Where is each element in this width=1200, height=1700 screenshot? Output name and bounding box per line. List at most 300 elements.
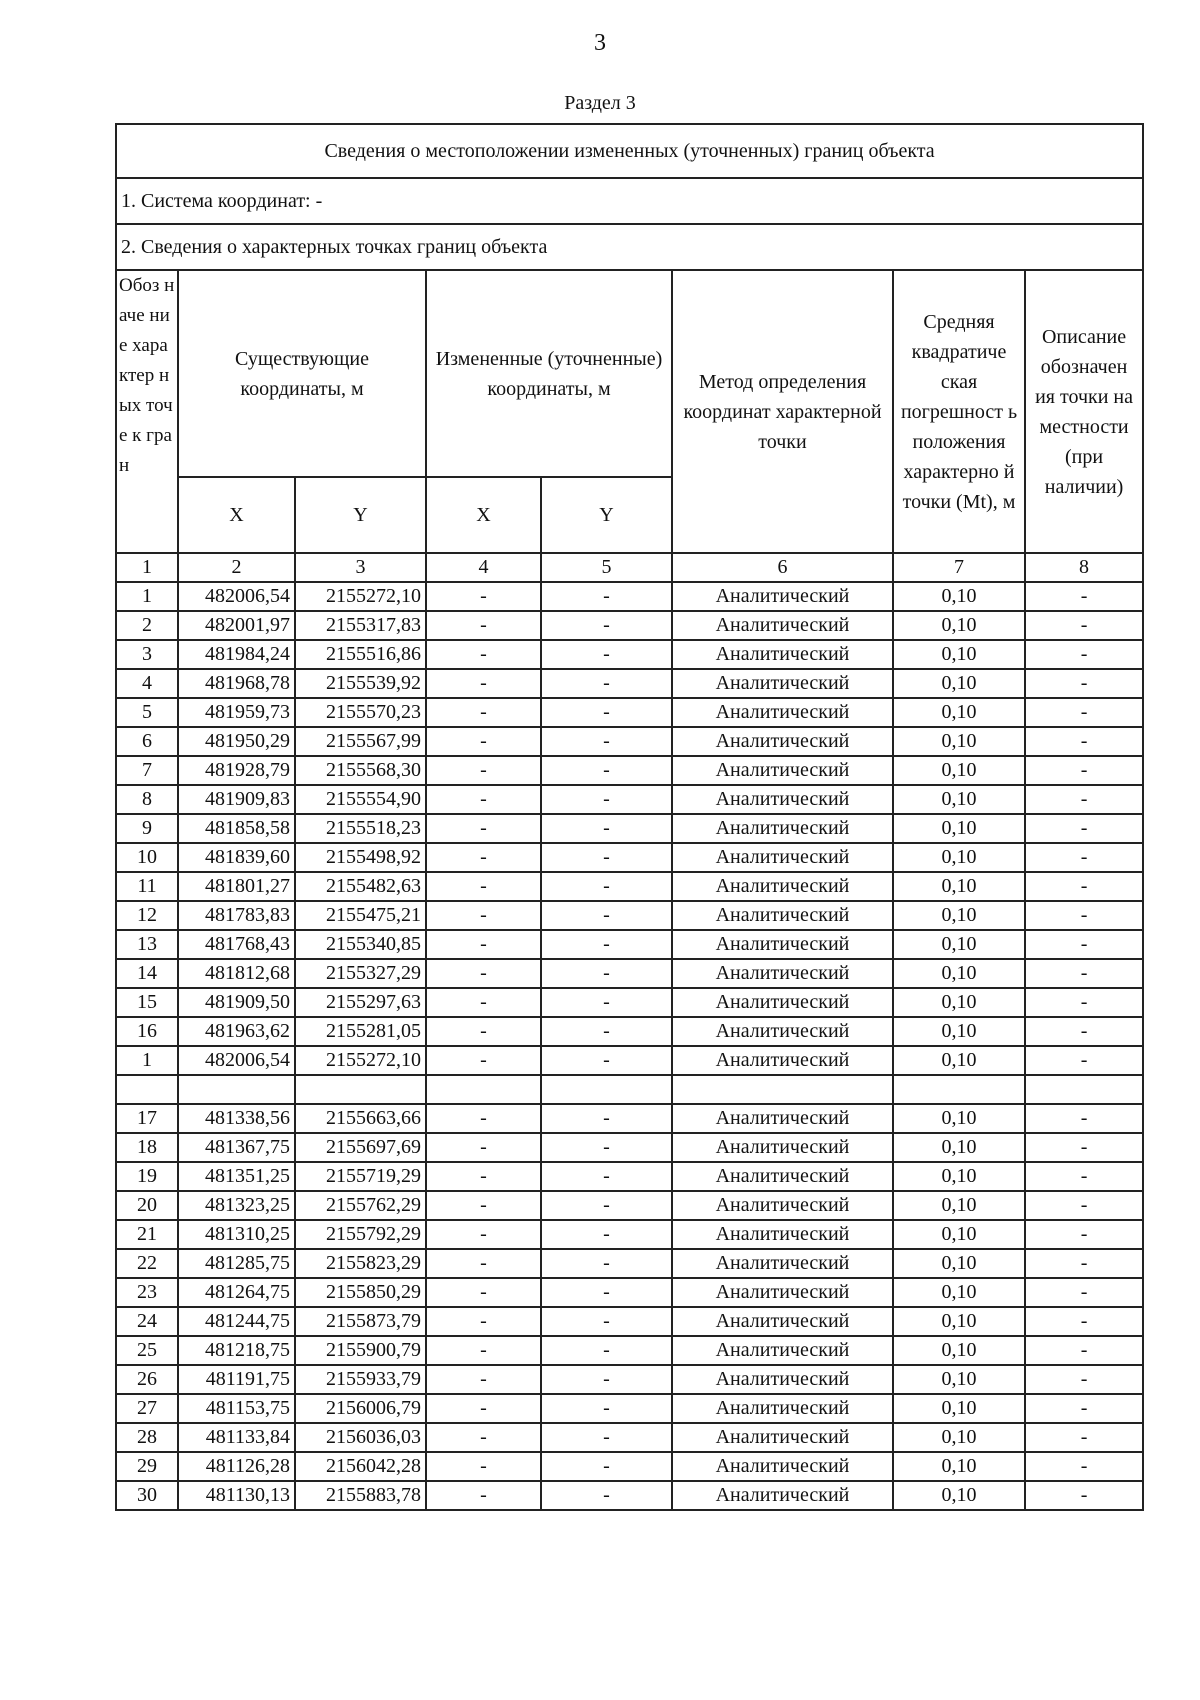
changed-y-cell: - (541, 1278, 672, 1307)
changed-x-cell: - (426, 1249, 541, 1278)
changed-y-cell: - (541, 727, 672, 756)
table-row (116, 872, 1143, 901)
existing-x-cell: 481959,73 (178, 698, 295, 727)
point-number-cell: 21 (116, 1220, 178, 1249)
changed-y-cell: - (541, 1017, 672, 1046)
table-row (116, 669, 1143, 698)
changed-y-cell: - (541, 640, 672, 669)
point-number-cell: 23 (116, 1278, 178, 1307)
point-number-cell: 13 (116, 930, 178, 959)
changed-x-cell: - (426, 1220, 541, 1249)
error-cell: 0,10 (893, 1452, 1025, 1481)
changed-y-cell: - (541, 698, 672, 727)
changed-x-cell: - (426, 959, 541, 988)
existing-x-cell: 481909,50 (178, 988, 295, 1017)
table-row (116, 1191, 1143, 1220)
existing-y-cell: 2156036,03 (295, 1423, 426, 1452)
point-number-cell: 6 (116, 727, 178, 756)
point-number-cell: 3 (116, 640, 178, 669)
existing-x-cell: 481801,27 (178, 872, 295, 901)
method-cell: Аналитический (672, 785, 893, 814)
existing-y-cell: 2155317,83 (295, 611, 426, 640)
error-cell: 0,10 (893, 1365, 1025, 1394)
method-cell: Аналитический (672, 727, 893, 756)
description-cell: - (1025, 814, 1143, 843)
description-cell: - (1025, 1394, 1143, 1423)
error-cell: 0,10 (893, 1278, 1025, 1307)
point-number-cell: 12 (116, 901, 178, 930)
point-number-cell: 28 (116, 1423, 178, 1452)
method-cell: Аналитический (672, 756, 893, 785)
error-cell: 0,10 (893, 1423, 1025, 1452)
error-cell: 0,10 (893, 1220, 1025, 1249)
description-cell: - (1025, 611, 1143, 640)
changed-y-cell: - (541, 1191, 672, 1220)
error-cell: 0,10 (893, 1133, 1025, 1162)
method-cell: Аналитический (672, 959, 893, 988)
changed-y-cell: - (541, 1336, 672, 1365)
changed-x-cell: - (426, 698, 541, 727)
point-number-cell: 17 (116, 1104, 178, 1133)
method-cell: Аналитический (672, 1133, 893, 1162)
error-cell: 0,10 (893, 640, 1025, 669)
error-cell: 0,10 (893, 814, 1025, 843)
error-cell (893, 1075, 1025, 1104)
changed-y-cell: - (541, 1133, 672, 1162)
point-number-cell: 24 (116, 1307, 178, 1336)
header-designation: Обоз наче ние хара ктер ных точе к гран (116, 270, 178, 553)
existing-y-cell: 2155554,90 (295, 785, 426, 814)
point-number-cell: 20 (116, 1191, 178, 1220)
description-cell: - (1025, 1162, 1143, 1191)
table-row (116, 582, 1143, 611)
changed-x-cell: - (426, 1365, 541, 1394)
table-row (116, 611, 1143, 640)
method-cell: Аналитический (672, 1017, 893, 1046)
point-number-cell: 19 (116, 1162, 178, 1191)
existing-y-cell: 2155539,92 (295, 669, 426, 698)
existing-y-cell: 2155475,21 (295, 901, 426, 930)
description-cell: - (1025, 843, 1143, 872)
existing-y-cell: 2156006,79 (295, 1394, 426, 1423)
existing-x-cell: 481338,56 (178, 1104, 295, 1133)
header-changed-coordinates: Измененные (уточненные) координаты, м (426, 270, 672, 477)
existing-y-cell: 2155823,29 (295, 1249, 426, 1278)
error-cell: 0,10 (893, 1307, 1025, 1336)
existing-x-cell: 481310,25 (178, 1220, 295, 1249)
existing-x-cell: 481812,68 (178, 959, 295, 988)
error-cell: 0,10 (893, 1336, 1025, 1365)
changed-x-cell: - (426, 611, 541, 640)
point-number-cell: 26 (116, 1365, 178, 1394)
description-cell: - (1025, 582, 1143, 611)
changed-x-cell: - (426, 1162, 541, 1191)
column-number: 4 (426, 553, 541, 582)
changed-y-cell: - (541, 872, 672, 901)
existing-y-cell: 2155516,86 (295, 640, 426, 669)
error-cell: 0,10 (893, 1481, 1025, 1510)
changed-y-cell: - (541, 611, 672, 640)
error-cell: 0,10 (893, 872, 1025, 901)
method-cell: Аналитический (672, 698, 893, 727)
point-number-cell: 5 (116, 698, 178, 727)
method-cell: Аналитический (672, 611, 893, 640)
boundary-points-table (115, 123, 1144, 1511)
point-number-cell: 22 (116, 1249, 178, 1278)
changed-x-cell: - (426, 1394, 541, 1423)
existing-y-cell: 2155518,23 (295, 814, 426, 843)
existing-y-cell: 2155792,29 (295, 1220, 426, 1249)
existing-y-cell: 2155482,63 (295, 872, 426, 901)
point-number-cell: 1 (116, 1046, 178, 1075)
changed-x-cell: - (426, 1104, 541, 1133)
error-cell: 0,10 (893, 698, 1025, 727)
column-number-row (116, 553, 1143, 582)
method-cell: Аналитический (672, 872, 893, 901)
existing-y-cell: 2155567,99 (295, 727, 426, 756)
description-cell: - (1025, 1104, 1143, 1133)
column-number: 6 (672, 553, 893, 582)
column-number: 5 (541, 553, 672, 582)
existing-x-cell: 481244,75 (178, 1307, 295, 1336)
separator-row (116, 1075, 1143, 1104)
error-cell: 0,10 (893, 1191, 1025, 1220)
changed-x-cell: - (426, 1046, 541, 1075)
changed-y-cell: - (541, 1423, 672, 1452)
existing-y-cell: 2155340,85 (295, 930, 426, 959)
existing-y-cell: 2155297,63 (295, 988, 426, 1017)
header-existing-y: Y (295, 477, 426, 553)
table-row (116, 901, 1143, 930)
point-number-cell: 2 (116, 611, 178, 640)
point-number-cell: 7 (116, 756, 178, 785)
description-cell: - (1025, 727, 1143, 756)
changed-y-cell: - (541, 582, 672, 611)
error-cell: 0,10 (893, 669, 1025, 698)
changed-y-cell: - (541, 756, 672, 785)
changed-x-cell: - (426, 1017, 541, 1046)
table-row (116, 1423, 1143, 1452)
existing-y-cell: 2155327,29 (295, 959, 426, 988)
method-cell: Аналитический (672, 582, 893, 611)
changed-y-cell: - (541, 1249, 672, 1278)
table-row (116, 640, 1143, 669)
existing-y-cell: 2155663,66 (295, 1104, 426, 1133)
method-cell: Аналитический (672, 1394, 893, 1423)
method-cell: Аналитический (672, 1452, 893, 1481)
table-row (116, 1336, 1143, 1365)
changed-y-cell: - (541, 959, 672, 988)
description-cell: - (1025, 1336, 1143, 1365)
existing-y-cell: 2155933,79 (295, 1365, 426, 1394)
existing-y-cell: 2155873,79 (295, 1307, 426, 1336)
table-row (116, 814, 1143, 843)
existing-x-cell: 481768,43 (178, 930, 295, 959)
method-cell: Аналитический (672, 1481, 893, 1510)
changed-x-cell: - (426, 1423, 541, 1452)
changed-x-cell: - (426, 669, 541, 698)
error-cell: 0,10 (893, 727, 1025, 756)
existing-x-cell: 481133,84 (178, 1423, 295, 1452)
changed-y-cell: - (541, 1220, 672, 1249)
header-error: Средняя квадратиче ская погрешност ь положения характерно й точки (Mt), м (893, 270, 1025, 553)
existing-y-cell: 2155568,30 (295, 756, 426, 785)
existing-x-cell: 481264,75 (178, 1278, 295, 1307)
description-cell: - (1025, 901, 1143, 930)
description-cell: - (1025, 1220, 1143, 1249)
point-number-cell: 25 (116, 1336, 178, 1365)
existing-y-cell: 2155697,69 (295, 1133, 426, 1162)
existing-x-cell: 481984,24 (178, 640, 295, 669)
changed-y-cell: - (541, 1307, 672, 1336)
changed-y-cell: - (541, 785, 672, 814)
point-number-cell (116, 1075, 178, 1104)
method-cell: Аналитический (672, 1162, 893, 1191)
method-cell: Аналитический (672, 1220, 893, 1249)
description-cell (1025, 1075, 1143, 1104)
method-cell: Аналитический (672, 930, 893, 959)
changed-y-cell: - (541, 843, 672, 872)
existing-x-cell: 481323,25 (178, 1191, 295, 1220)
table-row (116, 1278, 1143, 1307)
existing-x-cell: 481858,58 (178, 814, 295, 843)
changed-x-cell: - (426, 901, 541, 930)
changed-y-cell: - (541, 1104, 672, 1133)
existing-x-cell: 481351,25 (178, 1162, 295, 1191)
changed-x-cell: - (426, 785, 541, 814)
description-cell: - (1025, 1191, 1143, 1220)
existing-y-cell: 2155719,29 (295, 1162, 426, 1191)
changed-y-cell: - (541, 1452, 672, 1481)
method-cell: Аналитический (672, 988, 893, 1017)
table-row (116, 1162, 1143, 1191)
existing-y-cell: 2155900,79 (295, 1336, 426, 1365)
description-cell: - (1025, 872, 1143, 901)
method-cell: Аналитический (672, 814, 893, 843)
existing-x-cell: 481963,62 (178, 1017, 295, 1046)
method-cell: Аналитический (672, 1104, 893, 1133)
existing-x-cell: 481909,83 (178, 785, 295, 814)
description-cell: - (1025, 959, 1143, 988)
changed-x-cell: - (426, 640, 541, 669)
points-caption-line: 2. Сведения о характерных точках границ объекта (116, 224, 1143, 270)
changed-y-cell: - (541, 669, 672, 698)
method-cell: Аналитический (672, 1191, 893, 1220)
section-title: Раздел 3 (564, 92, 636, 114)
existing-x-cell: 481950,29 (178, 727, 295, 756)
changed-x-cell: - (426, 1336, 541, 1365)
existing-x-cell: 481285,75 (178, 1249, 295, 1278)
existing-y-cell: 2155498,92 (295, 843, 426, 872)
changed-x-cell: - (426, 756, 541, 785)
method-cell: Аналитический (672, 901, 893, 930)
point-number-cell: 18 (116, 1133, 178, 1162)
existing-y-cell: 2155272,10 (295, 1046, 426, 1075)
table-row (116, 756, 1143, 785)
error-cell: 0,10 (893, 901, 1025, 930)
column-number: 2 (178, 553, 295, 582)
description-cell: - (1025, 1017, 1143, 1046)
table-row (116, 1307, 1143, 1336)
description-cell: - (1025, 640, 1143, 669)
method-cell: Аналитический (672, 1307, 893, 1336)
changed-x-cell: - (426, 988, 541, 1017)
table-row (116, 727, 1143, 756)
changed-x-cell: - (426, 1307, 541, 1336)
changed-y-cell: - (541, 1394, 672, 1423)
table-row (116, 1365, 1143, 1394)
changed-x-cell: - (426, 1133, 541, 1162)
method-cell: Аналитический (672, 640, 893, 669)
point-number-cell: 14 (116, 959, 178, 988)
table-row (116, 785, 1143, 814)
changed-x-cell: - (426, 1278, 541, 1307)
description-cell: - (1025, 1307, 1143, 1336)
error-cell: 0,10 (893, 1249, 1025, 1278)
error-cell: 0,10 (893, 959, 1025, 988)
changed-y-cell: - (541, 988, 672, 1017)
table-row (116, 1394, 1143, 1423)
existing-x-cell: 481839,60 (178, 843, 295, 872)
description-cell: - (1025, 1423, 1143, 1452)
changed-y-cell: - (541, 1162, 672, 1191)
point-number-cell: 16 (116, 1017, 178, 1046)
boundary-points-sheet (115, 123, 1142, 1511)
existing-y-cell: 2155850,29 (295, 1278, 426, 1307)
changed-y-cell (541, 1075, 672, 1104)
method-cell: Аналитический (672, 1278, 893, 1307)
changed-x-cell: - (426, 582, 541, 611)
method-cell (672, 1075, 893, 1104)
table-row (116, 1452, 1143, 1481)
method-cell: Аналитический (672, 1249, 893, 1278)
changed-y-cell: - (541, 1365, 672, 1394)
table-row (116, 698, 1143, 727)
point-number-cell: 9 (116, 814, 178, 843)
changed-x-cell (426, 1075, 541, 1104)
description-cell: - (1025, 1481, 1143, 1510)
changed-y-cell: - (541, 930, 672, 959)
point-number-cell: 27 (116, 1394, 178, 1423)
description-cell: - (1025, 930, 1143, 959)
point-number-cell: 10 (116, 843, 178, 872)
existing-x-cell: 481153,75 (178, 1394, 295, 1423)
error-cell: 0,10 (893, 756, 1025, 785)
existing-x-cell: 482006,54 (178, 1046, 295, 1075)
changed-x-cell: - (426, 1191, 541, 1220)
existing-y-cell: 2155281,05 (295, 1017, 426, 1046)
existing-y-cell: 2155570,23 (295, 698, 426, 727)
table-title: Сведения о местоположении измененных (уточненных) границ объекта (116, 124, 1143, 178)
error-cell: 0,10 (893, 1104, 1025, 1133)
existing-x-cell (178, 1075, 295, 1104)
error-cell: 0,10 (893, 611, 1025, 640)
header-description: Описание обозначен ия точки на местности (при наличии) (1025, 270, 1143, 553)
table-row (116, 843, 1143, 872)
error-cell: 0,10 (893, 1017, 1025, 1046)
table-row (116, 1249, 1143, 1278)
existing-x-cell: 481191,75 (178, 1365, 295, 1394)
method-cell: Аналитический (672, 1423, 893, 1452)
method-cell: Аналитический (672, 1046, 893, 1075)
existing-y-cell: 2155762,29 (295, 1191, 426, 1220)
changed-x-cell: - (426, 727, 541, 756)
description-cell: - (1025, 1278, 1143, 1307)
existing-y-cell: 2156042,28 (295, 1452, 426, 1481)
changed-y-cell: - (541, 1481, 672, 1510)
error-cell: 0,10 (893, 785, 1025, 814)
error-cell: 0,10 (893, 1162, 1025, 1191)
column-number: 1 (116, 553, 178, 582)
error-cell: 0,10 (893, 1046, 1025, 1075)
point-number-cell: 15 (116, 988, 178, 1017)
point-number-cell: 30 (116, 1481, 178, 1510)
table-row (116, 1104, 1143, 1133)
method-cell: Аналитический (672, 1336, 893, 1365)
point-number-cell: 1 (116, 582, 178, 611)
point-number-cell: 8 (116, 785, 178, 814)
column-number: 7 (893, 553, 1025, 582)
method-cell: Аналитический (672, 843, 893, 872)
error-cell: 0,10 (893, 582, 1025, 611)
table-row (116, 1220, 1143, 1249)
header-changed-y: Y (541, 477, 672, 553)
error-cell: 0,10 (893, 1394, 1025, 1423)
method-cell: Аналитический (672, 1365, 893, 1394)
method-cell: Аналитический (672, 669, 893, 698)
table-row (116, 1133, 1143, 1162)
existing-x-cell: 482006,54 (178, 582, 295, 611)
description-cell: - (1025, 1046, 1143, 1075)
header-existing-coordinates: Существующие координаты, м (178, 270, 426, 477)
description-cell: - (1025, 988, 1143, 1017)
existing-x-cell: 481126,28 (178, 1452, 295, 1481)
column-number: 3 (295, 553, 426, 582)
table-row (116, 1017, 1143, 1046)
description-cell: - (1025, 756, 1143, 785)
point-number-cell: 29 (116, 1452, 178, 1481)
changed-x-cell: - (426, 843, 541, 872)
existing-x-cell: 481968,78 (178, 669, 295, 698)
description-cell: - (1025, 785, 1143, 814)
changed-x-cell: - (426, 1452, 541, 1481)
existing-y-cell: 2155883,78 (295, 1481, 426, 1510)
changed-x-cell: - (426, 872, 541, 901)
table-row (116, 988, 1143, 1017)
existing-y-cell: 2155272,10 (295, 582, 426, 611)
error-cell: 0,10 (893, 930, 1025, 959)
existing-y-cell (295, 1075, 426, 1104)
existing-x-cell: 481783,83 (178, 901, 295, 930)
changed-x-cell: - (426, 1481, 541, 1510)
coordinate-system-line: 1. Система координат: - (116, 178, 1143, 224)
existing-x-cell: 481130,13 (178, 1481, 295, 1510)
header-method: Метод определения координат характерной точки (672, 270, 893, 553)
existing-x-cell: 481367,75 (178, 1133, 295, 1162)
description-cell: - (1025, 1133, 1143, 1162)
column-number: 8 (1025, 553, 1143, 582)
description-cell: - (1025, 1452, 1143, 1481)
header-changed-x: X (426, 477, 541, 553)
description-cell: - (1025, 669, 1143, 698)
error-cell: 0,10 (893, 843, 1025, 872)
description-cell: - (1025, 1365, 1143, 1394)
table-row (116, 1046, 1143, 1075)
existing-x-cell: 481218,75 (178, 1336, 295, 1365)
changed-y-cell: - (541, 901, 672, 930)
table-row (116, 1481, 1143, 1510)
error-cell: 0,10 (893, 988, 1025, 1017)
